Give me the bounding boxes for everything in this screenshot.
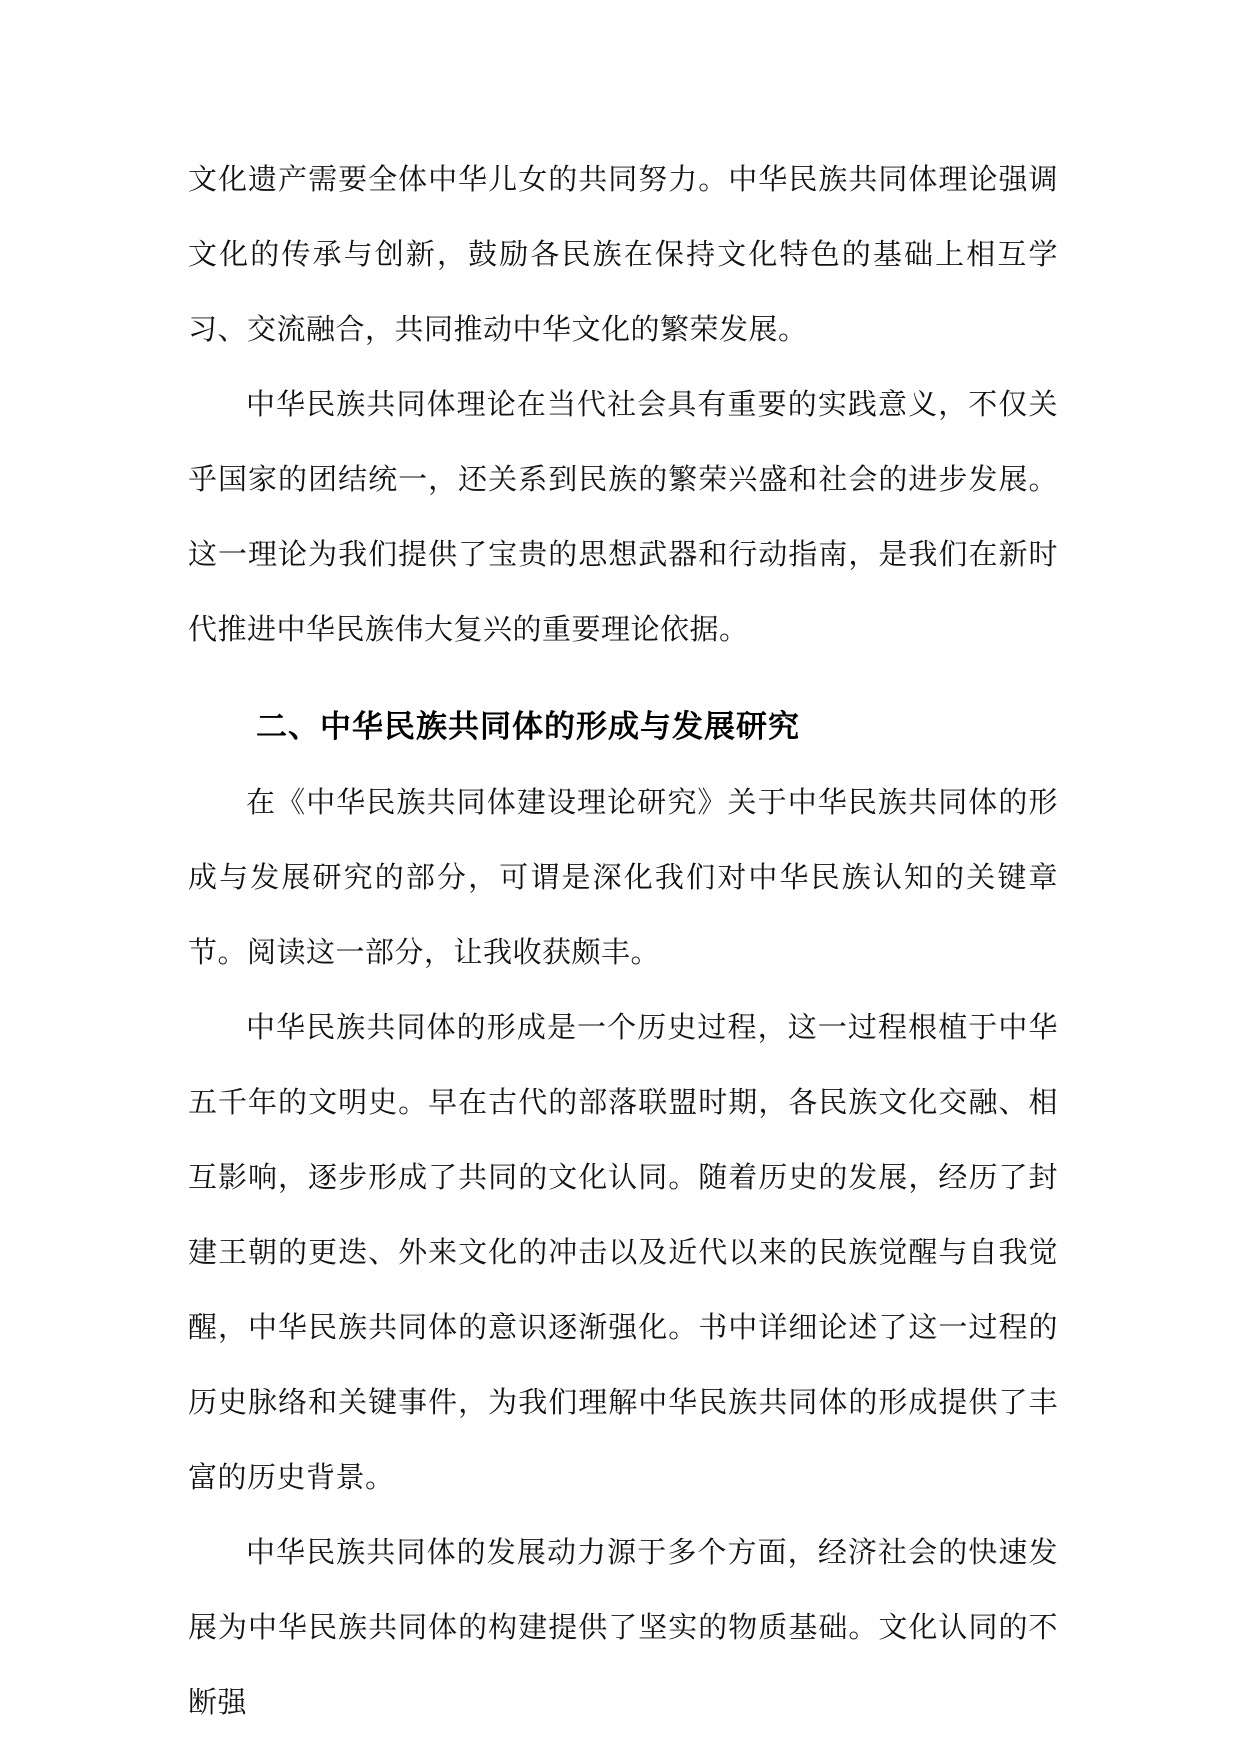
heading-spacer [188, 667, 1058, 689]
body-paragraph-2: 中华民族共同体理论在当代社会具有重要的实践意义，不仅关乎国家的团结统一，还关系到民族的繁荣兴盛和社会的进步发展。这一理论为我们提供了宝贵的思想武器和行动指南，是我们在新时代推进中华民族伟大复兴的重要理论依据。 [188, 387, 1058, 646]
body-paragraph-3: 在《中华民族共同体建设理论研究》关于中华民族共同体的形成与发展研究的部分，可谓是深化我们对中华民族认知的关键章节。阅读这一部分，让我收获颇丰。 [188, 785, 1058, 969]
body-paragraph-1: 文化遗产需要全体中华儿女的共同努力。中华民族共同体理论强调文化的传承与创新，鼓励各民族在保持文化特色的基础上相互学习、交流融合，共同推动中华文化的繁荣发展。 [188, 162, 1058, 346]
body-paragraph-4: 中华民族共同体的形成是一个历史过程，这一过程根植于中华五千年的文明史。早在古代的部落联盟时期，各民族文化交融、相互影响，逐步形成了共同的文化认同。随着历史的发展，经历了封建王朝的更迭、外来文化的冲击以及近代以来的民族觉醒与自我觉醒，中华民族共同体的意识逐渐强化。书中详细论述了这一过程的历史脉络和关键事件，为我们理解中华民族共同体的形成提供了丰富的历史背景。 [188, 1010, 1058, 1494]
body-paragraph-5: 中华民族共同体的发展动力源于多个方面，经济社会的快速发展为中华民族共同体的构建提供了坚实的物质基础。文化认同的不断强 [188, 1535, 1058, 1719]
section-heading: 二、中华民族共同体的形成与发展研究 [256, 709, 800, 745]
document-body [188, 142, 1058, 1740]
